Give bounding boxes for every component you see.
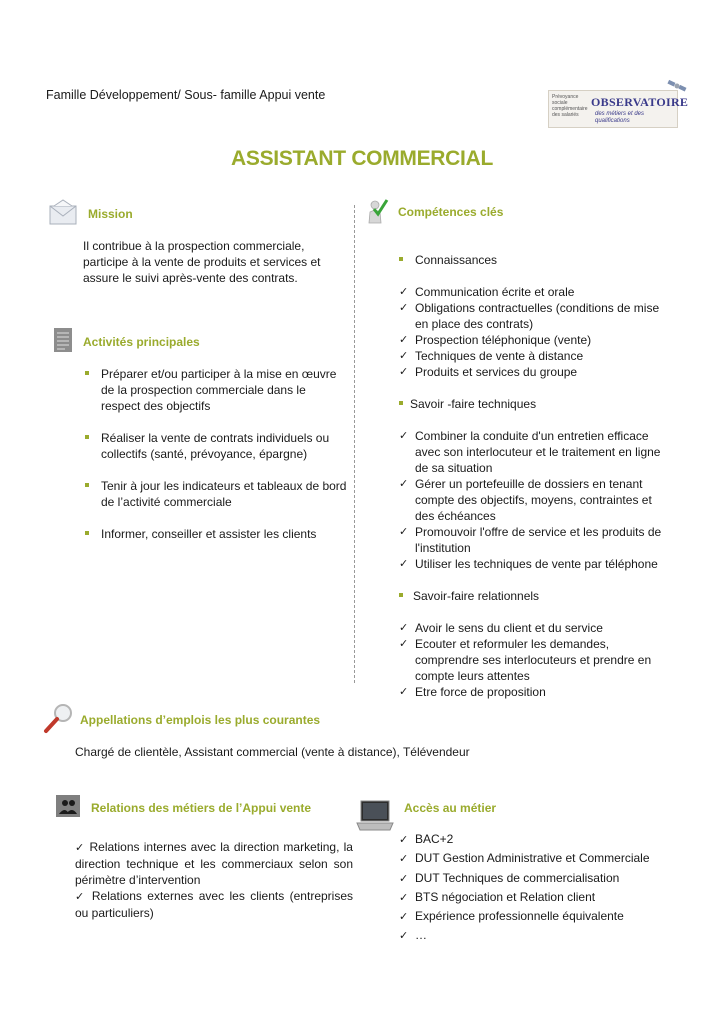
competence-item: ✓ Promouvoir l'offre de service et les produits de l'institution bbox=[399, 524, 664, 556]
technical-skills-list bbox=[399, 428, 664, 572]
magnifier-icon bbox=[43, 702, 75, 734]
activity-item: Réaliser la vente de contrats individuels ou collectifs (santé, prévoyance, épargne) bbox=[83, 430, 348, 462]
acces-item: ✓ DUT Gestion Administrative et Commerciale bbox=[399, 849, 679, 868]
logo-box bbox=[548, 90, 689, 128]
relational-skills-list bbox=[399, 620, 664, 700]
logo-subtitle: des métiers et des qualifications bbox=[595, 111, 645, 124]
check-icon: ✓ bbox=[75, 890, 92, 903]
document-icon bbox=[52, 327, 74, 353]
competence-item: ✓ Gérer un portefeuille de dossiers en tenant compte des objectifs, moyens, contraintes et des échéances bbox=[399, 476, 664, 524]
acces-item: ✓ DUT Techniques de commercialisation bbox=[399, 869, 679, 888]
competence-item: ✓ Utiliser les techniques de vente par téléphone bbox=[399, 556, 664, 572]
column-divider bbox=[354, 205, 355, 683]
competence-item: ✓ Obligations contractuelles (conditions de mise en place des contrats) bbox=[399, 300, 664, 332]
appellations-heading: Appellations d’emplois les plus courantes bbox=[80, 713, 321, 727]
envelope-icon bbox=[48, 198, 78, 228]
knowledge-list bbox=[399, 284, 664, 380]
competence-item: ✓ Communication écrite et orale bbox=[399, 284, 664, 300]
competence-group-label: Savoir -faire techniques bbox=[399, 396, 664, 412]
laptop-icon bbox=[355, 800, 395, 832]
activities-list bbox=[83, 366, 348, 542]
acces-heading: Accès au métier bbox=[404, 801, 497, 815]
acces-item: ✓ BAC+2 bbox=[399, 830, 679, 849]
check-icon: ✓ bbox=[75, 841, 90, 854]
activity-item: Préparer et/ou participer à la mise en œuvre de la prospection commerciale dans le respect des objectifs bbox=[83, 366, 348, 414]
competence-item: ✓ Ecouter et reformuler les demandes, comprendre ses interlocuteurs et prendre en compte leurs attentes bbox=[399, 636, 664, 684]
competence-group-label: Savoir-faire relationnels bbox=[399, 588, 664, 604]
appellations-text: Chargé de clientèle, Assistant commercial (vente à distance), Télévendeur bbox=[75, 745, 470, 759]
mission-heading: Mission bbox=[88, 207, 133, 221]
person-check-icon bbox=[365, 197, 389, 225]
competence-item: ✓ Combiner la conduite d'un entretien efficace avec son interlocuteur et le traitement en ligne de sa situation bbox=[399, 428, 664, 476]
family-label: Famille Développement/ Sous- famille Appui vente bbox=[46, 88, 326, 102]
satellite-icon bbox=[666, 78, 688, 94]
observatoire-logo bbox=[548, 78, 688, 128]
acces-item: ✓ BTS négociation et Relation client bbox=[399, 888, 679, 907]
logo-left-text: Prévoyance sociale complémentaire des salariés bbox=[552, 94, 588, 118]
relation-item: ✓ Relations internes avec la direction marketing, la direction technique et les commerciaux selon son périmètre d’intervention bbox=[75, 840, 353, 887]
acces-item: ✓ … bbox=[399, 926, 679, 945]
page-title: ASSISTANT COMMERCIAL bbox=[231, 147, 493, 170]
competence-item: ✓ Techniques de vente à distance bbox=[399, 348, 664, 364]
relation-item: ✓ Relations externes avec les clients (entreprises ou particuliers) bbox=[75, 889, 353, 920]
competences-heading: Compétences clés bbox=[398, 205, 504, 219]
competences-content bbox=[399, 252, 664, 700]
mission-text: Il contribue à la prospection commerciale, participe à la vente de produits et services et assure le suivi après-vente des contrats. bbox=[83, 239, 321, 285]
activity-item: Tenir à jour les indicateurs et tableaux de bord de l’activité commerciale bbox=[83, 478, 348, 510]
activity-item: Informer, conseiller et assister les clients bbox=[83, 526, 348, 542]
competence-item: ✓ Avoir le sens du client et du service bbox=[399, 620, 664, 636]
competence-item: ✓ Produits et services du groupe bbox=[399, 364, 664, 380]
acces-list bbox=[399, 830, 679, 946]
acces-item: ✓ Expérience professionnelle équivalente bbox=[399, 907, 679, 926]
people-icon bbox=[56, 795, 80, 817]
logo-brand: OBSERVATOIRE bbox=[591, 95, 689, 109]
competence-group-label: Connaissances bbox=[399, 252, 664, 268]
relations-content bbox=[75, 839, 353, 921]
competence-item: ✓ Etre force de proposition bbox=[399, 684, 664, 700]
competence-item: ✓ Prospection téléphonique (vente) bbox=[399, 332, 664, 348]
relations-heading: Relations des métiers de l’Appui vente bbox=[91, 801, 312, 815]
activities-heading: Activités principales bbox=[83, 335, 200, 349]
